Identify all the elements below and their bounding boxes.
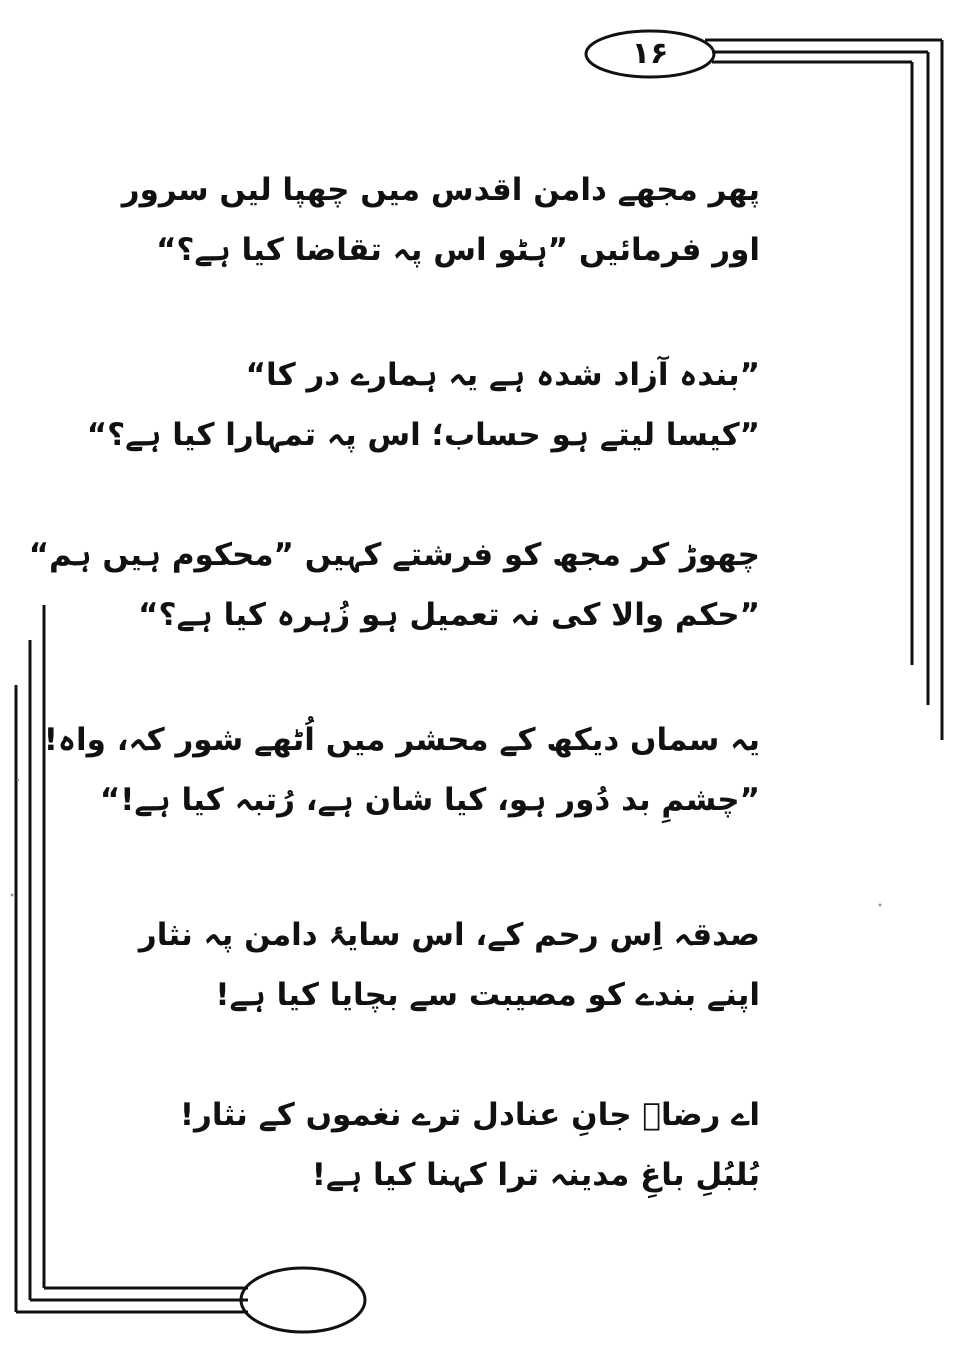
verse-line: ”بندہ آزاد شدہ ہے یہ ہمارے در کا“ (245, 357, 760, 393)
stray-mark (879, 904, 882, 907)
stanza (28, 525, 760, 645)
verse-line: اے رضاؔ جانِ عنادل ترے نغموں کے نثار! (179, 1097, 760, 1133)
verse-line: ”کیسا لیتے ہو حساب؛ اس پہ تمہارا کیا ہے؟“ (86, 417, 760, 453)
verse-line: یہ سماں دیکھ کے محشر میں اُٹھے شور کہ، واہ! (43, 722, 760, 758)
verse-line: اور فرمائیں ”ہٹو اس پہ تقاضا کیا ہے؟“ (156, 232, 760, 268)
stray-mark (17, 779, 19, 781)
verse-line: ”چشمِ بد دُور ہو، کیا شان ہے، رُتبہ کیا ہے!“ (99, 782, 760, 818)
page-number: ۱۶ (631, 36, 669, 71)
verse-line: اپنے بندے کو مصیبت سے بچایا کیا ہے! (215, 977, 760, 1013)
stanza (179, 1085, 760, 1205)
verse-line: پھر مجھے دامن اقدس میں چھپا لیں سرور (121, 172, 760, 208)
verse-line: صدقہ اِس رحم کے، اس سایۂ دامن پہ نثار (138, 917, 760, 953)
stanza (86, 345, 760, 465)
stanza (43, 710, 760, 830)
verse-line: بُلبُلِ باغِ مدینہ ترا کہنا کیا ہے! (311, 1157, 760, 1193)
stanza (121, 160, 760, 280)
stanza (138, 905, 760, 1025)
bottom-ornament-ellipse (241, 1268, 365, 1332)
stray-mark (11, 894, 14, 897)
verse-line: چھوڑ کر مجھ کو فرشتے کہیں ”محکوم ہیں ہم“ (28, 537, 760, 573)
verse-line: ”حکم والا کی نہ تعمیل ہو زُہرہ کیا ہے؟“ (138, 597, 760, 633)
